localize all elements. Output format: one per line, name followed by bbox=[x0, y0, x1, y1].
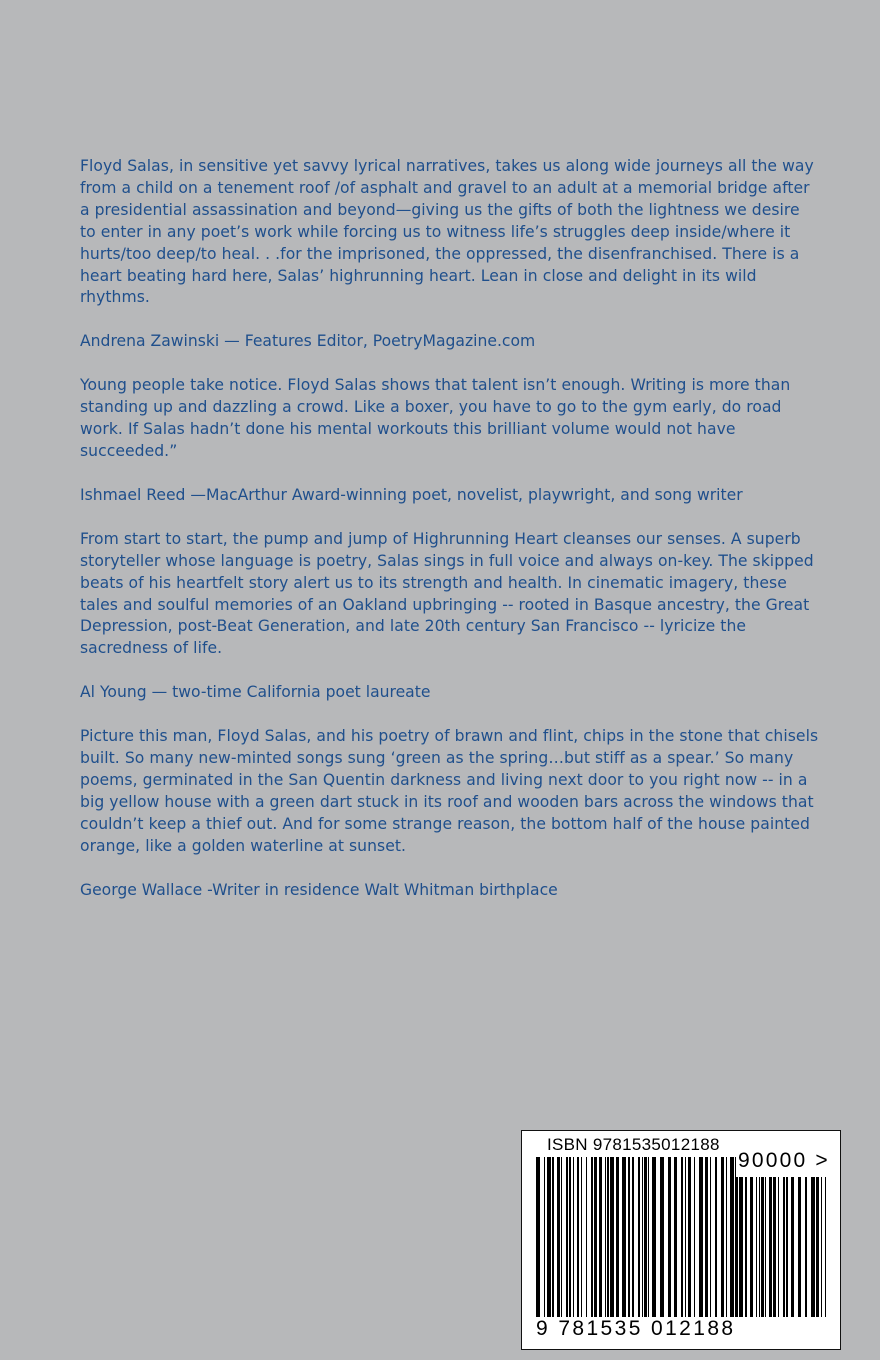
barcode-addon-bars bbox=[732, 1177, 828, 1317]
isbn-barcode bbox=[521, 1130, 841, 1350]
blurb-attribution: Ishmael Reed —MacArthur Award-winning poet, novelist, playwright, and song writer bbox=[80, 485, 743, 504]
barcode-addon-digits: 90000 > bbox=[738, 1149, 830, 1172]
blurb-attribution: Andrena Zawinski — Features Editor, PoetryMagazine.com bbox=[80, 332, 536, 351]
blurb-attribution: Al Young — two-time California poet laureate bbox=[80, 683, 431, 702]
blurb-text: Young people take notice. Floyd Salas shows that talent isn’t enough. Writing is more than standing up and dazzling a crowd. Like a boxer, you have to go to the gym early, do road work. If Salas hadn’t done his mental workouts this brilliant volume would not have succeeded.” bbox=[80, 376, 791, 460]
blurb-text: Picture this man, Floyd Salas, and his poetry of brawn and flint, chips in the stone that chisels built. So many new-minted songs sung ‘green as the spring…but stiff as a spear.’ So many poems, germinated in the San Quentin darkness and living next door to you right now -- in a big yellow house with a green dart stuck in its roof and wooden bars across the windows that couldn’t keep a thief out. And for some strange reason, the bottom half of the house painted orange, like a golden waterline at sunset. bbox=[80, 727, 819, 855]
isbn-label: ISBN 9781535012188 bbox=[547, 1135, 720, 1154]
blurb-text: From start to start, the pump and jump of Highrunning Heart cleanses our senses. A superb storyteller whose language is poetry, Salas sings in full voice and always on-key. The skipped beats of his heartfelt story alert us to its strength and health. In cinematic imagery, these tales and soulful memories of an Oakland upbringing -- rooted in Basque ancestry, the Great Depression, post-Beat Generation, and late 20th century San Francisco -- lyricize the sacredness of life. bbox=[80, 529, 814, 658]
back-cover-blurbs bbox=[80, 156, 820, 923]
blurb-attribution: George Wallace -Writer in residence Walt Whitman birthplace bbox=[80, 880, 558, 899]
barcode-digits: 9 781535 012188 bbox=[536, 1317, 736, 1340]
blurb-text: Floyd Salas, in sensitive yet savvy lyrical narratives, takes us along wide journeys all the way from a child on a tenement roof /of asphalt and gravel to an adult at a memorial bridge after a presidential assassination and beyond—giving us the gifts of both the lightness we desire to enter in any poet’s work while forcing us to witness life’s struggles deep inside/where it hurts/too deep/to heal. . .for the imprisoned, the oppressed, the disenfranchised. There is a heart beating hard here, Salas’ highrunning heart. Lean in close and delight in its wild rhythms. bbox=[80, 157, 814, 307]
barcode-bars bbox=[536, 1157, 736, 1317]
